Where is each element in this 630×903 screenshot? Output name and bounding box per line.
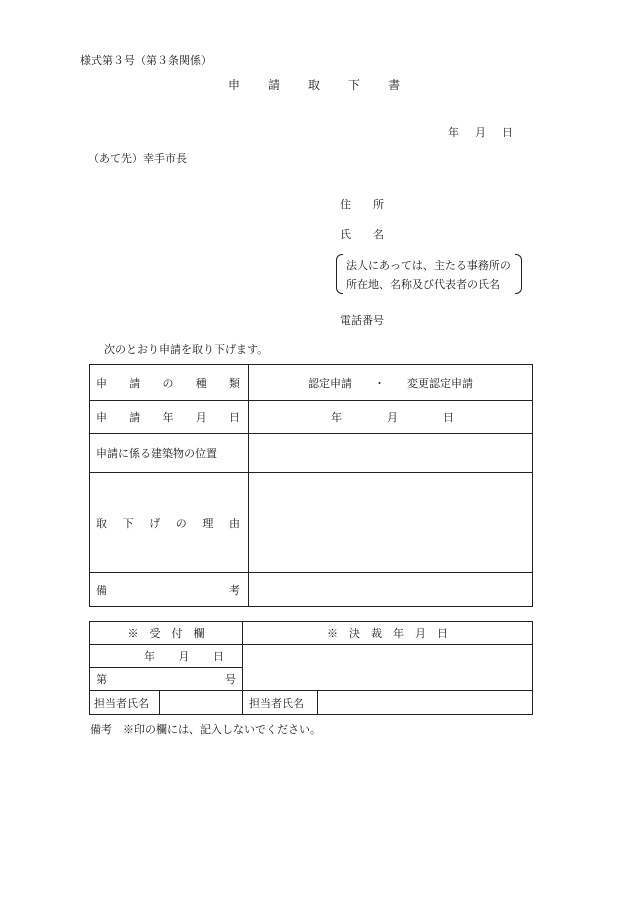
label-char: 申 — [96, 376, 107, 390]
application-table — [89, 364, 533, 607]
table-row — [90, 434, 533, 473]
application-type-label — [90, 365, 249, 401]
remarks-label — [90, 573, 249, 607]
label-char: 理 — [202, 516, 214, 530]
title-char: 取 — [308, 78, 321, 92]
date-month: 月 — [387, 411, 398, 424]
table-row — [90, 691, 533, 715]
label-char: 取 — [96, 516, 107, 530]
form-number: 様式第３号（第３条関係） — [80, 54, 212, 67]
date-day: 日 — [443, 411, 454, 424]
decision-staff-label: 担当者氏名 — [243, 691, 318, 715]
label-char: 年 — [162, 411, 174, 424]
date-year: 年 — [331, 411, 342, 424]
date-day: 日 — [502, 126, 513, 139]
label-char: 由 — [228, 516, 240, 530]
receipt-date-field[interactable] — [90, 645, 243, 668]
date-year: 年 — [448, 126, 459, 139]
label-char: 類 — [229, 376, 240, 390]
corporation-note — [336, 254, 522, 294]
label-char: 考 — [229, 583, 240, 597]
title-char: 申 — [228, 78, 241, 92]
building-location-field[interactable] — [249, 434, 533, 473]
applicant-address-label: 住 所 — [340, 198, 384, 211]
applicant-name-label: 氏 名 — [340, 228, 384, 241]
decision-staff-field[interactable] — [318, 691, 533, 715]
label-char: 備 — [96, 583, 107, 597]
label-char: 請 — [129, 411, 141, 424]
receipt-header: ※ 受 付 欄 — [90, 622, 243, 645]
remarks-field[interactable] — [249, 573, 533, 607]
withdrawal-reason-field[interactable] — [249, 473, 533, 573]
number-suffix: 号 — [225, 673, 236, 686]
decision-date-field[interactable] — [243, 645, 533, 691]
date-year: 年 — [144, 650, 155, 663]
title-char: 請 — [268, 78, 281, 92]
applicant-phone-label: 電話番号 — [340, 314, 384, 327]
right-bracket — [515, 254, 522, 294]
application-date-field[interactable] — [249, 401, 533, 434]
receipt-staff-label: 担当者氏名 — [90, 691, 160, 715]
withdrawal-reason-label — [90, 473, 249, 573]
corp-note-line1: 法人にあっては、主たる事務所の — [346, 259, 511, 272]
corp-note-line2: 所在地、名称及び代表者の氏名 — [346, 278, 500, 291]
addressee: （あて先）幸手市長 — [88, 152, 187, 165]
left-bracket — [336, 254, 343, 294]
date-month: 月 — [475, 126, 486, 139]
footer-note: 備考 ※印の欄には、記入しないでください。 — [90, 723, 321, 736]
intro-text: 次のとおり申請を取り下げます。 — [104, 343, 269, 356]
table-row — [90, 573, 533, 607]
label-char: 申 — [96, 411, 107, 424]
title-char: 下 — [348, 78, 361, 92]
decision-date-header: ※ 決 裁 年 月 日 — [243, 622, 533, 645]
document-title — [228, 76, 428, 93]
receipt-number-field[interactable] — [90, 668, 243, 691]
label-char: の — [162, 376, 174, 390]
office-use-table — [89, 621, 533, 715]
table-row — [90, 365, 533, 401]
table-row — [90, 473, 533, 573]
label-char: 請 — [129, 376, 141, 390]
receipt-staff-field[interactable] — [160, 691, 243, 715]
label-char: 日 — [229, 411, 240, 424]
label-char: げ — [149, 516, 161, 530]
submission-date — [448, 124, 513, 140]
label-char: 下 — [122, 516, 134, 530]
label-char: 月 — [195, 411, 207, 424]
application-date-label — [90, 401, 249, 434]
date-day: 日 — [213, 650, 224, 663]
table-row — [90, 622, 533, 645]
building-location-label: 申請に係る建築物の位置 — [90, 434, 249, 473]
date-month: 月 — [178, 650, 190, 663]
table-row — [90, 401, 533, 434]
label-char: の — [175, 516, 187, 530]
title-char: 書 — [388, 78, 401, 92]
label-char: 種 — [195, 376, 207, 390]
table-row — [90, 645, 533, 668]
number-prefix: 第 — [96, 673, 107, 686]
application-type-value[interactable]: 認定申請 ・ 変更認定申請 — [249, 365, 533, 401]
